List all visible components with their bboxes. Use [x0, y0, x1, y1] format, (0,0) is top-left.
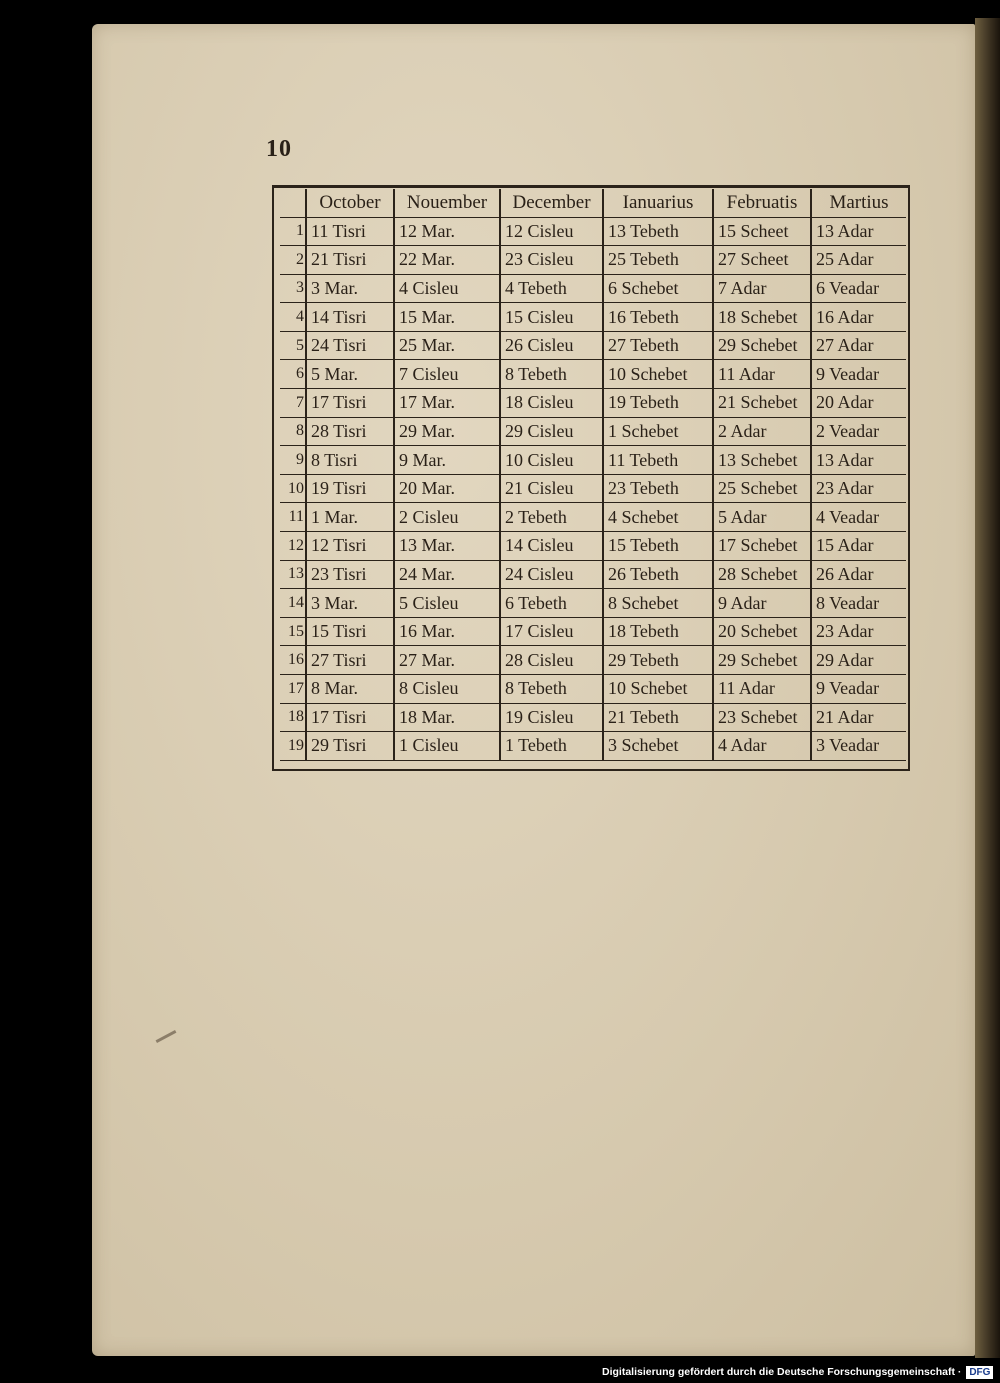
table-cell: 23 Tebeth	[603, 474, 713, 503]
table-cell: 2 Tebeth	[500, 503, 603, 532]
table-cell: 27 Tisri	[306, 646, 394, 675]
table-cell: 4 Veadar	[811, 503, 906, 532]
table-row	[280, 474, 906, 503]
table-cell: 5 Adar	[713, 503, 811, 532]
row-number: 13	[280, 560, 306, 589]
table-cell: 8 Mar.	[306, 675, 394, 704]
footer-text: Digitalisierung gefördert durch die Deutsche Forschungsgemeinschaft ·	[602, 1366, 962, 1378]
row-number: 12	[280, 532, 306, 561]
table-cell: 1 Cisleu	[394, 732, 500, 761]
index-header	[280, 189, 306, 217]
table-cell: 23 Schebet	[713, 703, 811, 732]
table-cell: 4 Schebet	[603, 503, 713, 532]
table-row	[280, 646, 906, 675]
table-cell: 18 Cisleu	[500, 389, 603, 418]
table-cell: 29 Cisleu	[500, 417, 603, 446]
table-cell: 10 Schebet	[603, 675, 713, 704]
row-number: 17	[280, 675, 306, 704]
table-cell: 27 Adar	[811, 331, 906, 360]
table-row	[280, 560, 906, 589]
table-cell: 15 Cisleu	[500, 303, 603, 332]
table-cell: 2 Veadar	[811, 417, 906, 446]
table-cell: 23 Cisleu	[500, 246, 603, 275]
table-cell: 11 Tebeth	[603, 446, 713, 475]
table-cell: 12 Tisri	[306, 532, 394, 561]
column-header-0: October	[306, 189, 394, 217]
table-cell: 3 Mar.	[306, 589, 394, 618]
table-cell: 4 Adar	[713, 732, 811, 761]
table-cell: 16 Tebeth	[603, 303, 713, 332]
table-row	[280, 303, 906, 332]
table-row	[280, 360, 906, 389]
table-cell: 18 Mar.	[394, 703, 500, 732]
table-row	[280, 703, 906, 732]
table-row	[280, 617, 906, 646]
table-cell: 8 Tisri	[306, 446, 394, 475]
table-cell: 16 Mar.	[394, 617, 500, 646]
table-cell: 13 Adar	[811, 217, 906, 246]
table-cell: 2 Adar	[713, 417, 811, 446]
table-cell: 18 Schebet	[713, 303, 811, 332]
table-row	[280, 732, 906, 761]
table-cell: 29 Tisri	[306, 732, 394, 761]
table-cell: 25 Schebet	[713, 474, 811, 503]
table-cell: 11 Adar	[713, 360, 811, 389]
table-cell: 21 Adar	[811, 703, 906, 732]
dfg-logo: DFG	[966, 1366, 993, 1379]
table-cell: 15 Tebeth	[603, 532, 713, 561]
table-cell: 13 Schebet	[713, 446, 811, 475]
book-spine	[975, 18, 1000, 1358]
column-header-1: Nouember	[394, 189, 500, 217]
table-cell: 9 Adar	[713, 589, 811, 618]
table-cell: 24 Tisri	[306, 331, 394, 360]
table-cell: 28 Schebet	[713, 560, 811, 589]
row-number: 7	[280, 389, 306, 418]
table-cell: 26 Adar	[811, 560, 906, 589]
table-row	[280, 389, 906, 418]
table-cell: 3 Veadar	[811, 732, 906, 761]
table-cell: 23 Tisri	[306, 560, 394, 589]
table-cell: 17 Schebet	[713, 532, 811, 561]
row-number: 6	[280, 360, 306, 389]
table-cell: 19 Tisri	[306, 474, 394, 503]
table-body	[280, 217, 906, 760]
column-header-4: Februatis	[713, 189, 811, 217]
table-cell: 13 Tebeth	[603, 217, 713, 246]
table-row	[280, 417, 906, 446]
row-number: 18	[280, 703, 306, 732]
row-number: 2	[280, 246, 306, 275]
table-row	[280, 446, 906, 475]
row-number: 8	[280, 417, 306, 446]
table-cell: 20 Schebet	[713, 617, 811, 646]
table-cell: 25 Adar	[811, 246, 906, 275]
table-cell: 8 Veadar	[811, 589, 906, 618]
table-cell: 19 Tebeth	[603, 389, 713, 418]
table-cell: 17 Tisri	[306, 389, 394, 418]
table-cell: 17 Tisri	[306, 703, 394, 732]
table-cell: 28 Cisleu	[500, 646, 603, 675]
footer	[602, 1363, 1000, 1381]
table-cell: 27 Tebeth	[603, 331, 713, 360]
table-cell: 17 Mar.	[394, 389, 500, 418]
table-row	[280, 503, 906, 532]
row-number: 3	[280, 274, 306, 303]
table-cell: 21 Schebet	[713, 389, 811, 418]
table-cell: 23 Adar	[811, 474, 906, 503]
table-row	[280, 532, 906, 561]
table-cell: 1 Tebeth	[500, 732, 603, 761]
table-cell: 26 Tebeth	[603, 560, 713, 589]
table-cell: 25 Tebeth	[603, 246, 713, 275]
table-cell: 6 Schebet	[603, 274, 713, 303]
column-header-2: December	[500, 189, 603, 217]
table-cell: 9 Veadar	[811, 360, 906, 389]
table-cell: 29 Mar.	[394, 417, 500, 446]
row-number: 15	[280, 617, 306, 646]
table-cell: 29 Schebet	[713, 331, 811, 360]
calendar-table	[280, 189, 906, 761]
table-cell: 16 Adar	[811, 303, 906, 332]
table-row	[280, 331, 906, 360]
table-cell: 27 Mar.	[394, 646, 500, 675]
table-cell: 10 Cisleu	[500, 446, 603, 475]
table-header-row	[280, 189, 906, 217]
row-number: 9	[280, 446, 306, 475]
table-cell: 29 Tebeth	[603, 646, 713, 675]
table-cell: 19 Cisleu	[500, 703, 603, 732]
table-cell: 15 Mar.	[394, 303, 500, 332]
table-row	[280, 246, 906, 275]
table-cell: 4 Cisleu	[394, 274, 500, 303]
table-cell: 15 Adar	[811, 532, 906, 561]
table-cell: 25 Mar.	[394, 331, 500, 360]
table-cell: 6 Veadar	[811, 274, 906, 303]
row-number: 14	[280, 589, 306, 618]
table-cell: 7 Adar	[713, 274, 811, 303]
table-cell: 20 Adar	[811, 389, 906, 418]
table-cell: 11 Tisri	[306, 217, 394, 246]
table-cell: 26 Cisleu	[500, 331, 603, 360]
table-row	[280, 589, 906, 618]
table-cell: 9 Veadar	[811, 675, 906, 704]
row-number: 11	[280, 503, 306, 532]
table-cell: 6 Tebeth	[500, 589, 603, 618]
table-cell: 21 Tisri	[306, 246, 394, 275]
table-cell: 24 Mar.	[394, 560, 500, 589]
table-cell: 29 Schebet	[713, 646, 811, 675]
table-cell: 22 Mar.	[394, 246, 500, 275]
table-cell: 20 Mar.	[394, 474, 500, 503]
table-cell: 14 Tisri	[306, 303, 394, 332]
table-cell: 8 Cisleu	[394, 675, 500, 704]
table-row	[280, 675, 906, 704]
table-cell: 24 Cisleu	[500, 560, 603, 589]
table-cell: 11 Adar	[713, 675, 811, 704]
table-cell: 29 Adar	[811, 646, 906, 675]
table-cell: 12 Mar.	[394, 217, 500, 246]
row-number: 5	[280, 331, 306, 360]
table-cell: 13 Adar	[811, 446, 906, 475]
table-cell: 1 Schebet	[603, 417, 713, 446]
row-number: 10	[280, 474, 306, 503]
table-cell: 5 Mar.	[306, 360, 394, 389]
table-cell: 28 Tisri	[306, 417, 394, 446]
table-cell: 8 Tebeth	[500, 360, 603, 389]
table-cell: 15 Tisri	[306, 617, 394, 646]
row-number: 4	[280, 303, 306, 332]
page-number: 10	[266, 136, 292, 162]
table-cell: 2 Cisleu	[394, 503, 500, 532]
table-cell: 8 Schebet	[603, 589, 713, 618]
table-cell: 9 Mar.	[394, 446, 500, 475]
column-header-5: Martius	[811, 189, 906, 217]
table-cell: 4 Tebeth	[500, 274, 603, 303]
table-cell: 3 Mar.	[306, 274, 394, 303]
table-row	[280, 217, 906, 246]
row-number: 16	[280, 646, 306, 675]
table-cell: 12 Cisleu	[500, 217, 603, 246]
table-cell: 21 Tebeth	[603, 703, 713, 732]
table-cell: 18 Tebeth	[603, 617, 713, 646]
table-cell: 8 Tebeth	[500, 675, 603, 704]
table-cell: 13 Mar.	[394, 532, 500, 561]
table-cell: 14 Cisleu	[500, 532, 603, 561]
table-cell: 10 Schebet	[603, 360, 713, 389]
table-cell: 15 Scheet	[713, 217, 811, 246]
row-number: 19	[280, 732, 306, 761]
row-number: 1	[280, 217, 306, 246]
table-cell: 23 Adar	[811, 617, 906, 646]
table-cell: 27 Scheet	[713, 246, 811, 275]
table-cell: 1 Mar.	[306, 503, 394, 532]
table-cell: 3 Schebet	[603, 732, 713, 761]
table-cell: 17 Cisleu	[500, 617, 603, 646]
column-header-3: Ianuarius	[603, 189, 713, 217]
table-cell: 7 Cisleu	[394, 360, 500, 389]
table-row	[280, 274, 906, 303]
table-cell: 5 Cisleu	[394, 589, 500, 618]
table-cell: 21 Cisleu	[500, 474, 603, 503]
